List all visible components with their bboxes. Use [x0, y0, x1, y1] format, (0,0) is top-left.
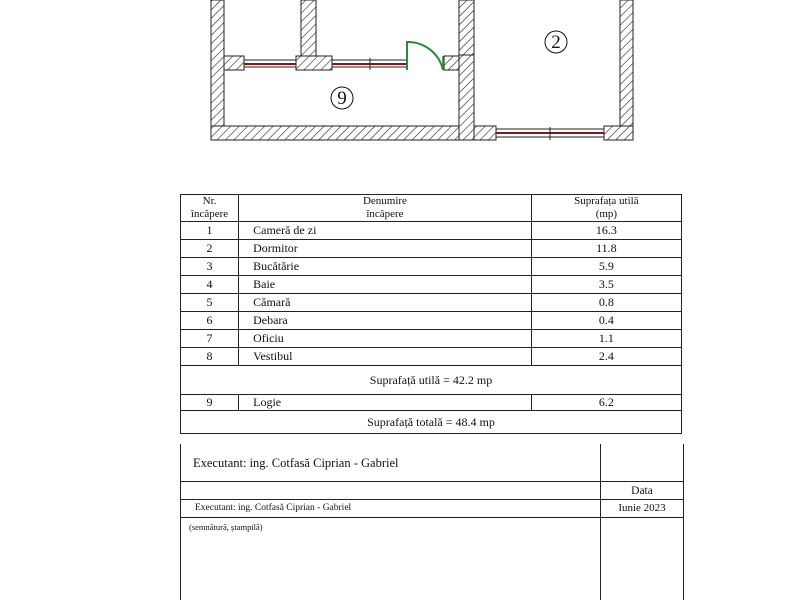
table-row: [181, 258, 682, 276]
useful-area-total: Suprafață utilă = 42.2 mp: [181, 366, 682, 395]
row-name: Cămară: [239, 294, 532, 312]
rule: [181, 517, 683, 518]
row-nr: 3: [181, 258, 239, 276]
row-area: 11.8: [531, 240, 681, 258]
row-area: 1.1: [531, 330, 681, 348]
room-label-2: [545, 31, 567, 53]
row-nr: 7: [181, 330, 239, 348]
window-left: [244, 60, 296, 67]
useful-area-row: [181, 366, 682, 395]
header-name: Denumire încăpere: [239, 195, 532, 222]
header-area: Suprafața utilă (mp): [531, 195, 681, 222]
row-name: Vestibul: [239, 348, 532, 366]
window-mid: [332, 58, 406, 70]
wall-bottom-left: [211, 126, 494, 140]
wall-room2-right: [620, 0, 633, 140]
row-area: 0.4: [531, 312, 681, 330]
row-nr: 6: [181, 312, 239, 330]
date-label: Data: [631, 485, 653, 497]
row-area: 6.2: [531, 395, 681, 411]
room-schedule-table: [180, 194, 682, 434]
row-name: Cameră de zi: [239, 222, 532, 240]
table-row: [181, 395, 682, 411]
table-row: [181, 348, 682, 366]
row-area: 3.5: [531, 276, 681, 294]
row-nr: 2: [181, 240, 239, 258]
table-row: [181, 312, 682, 330]
row-area: 16.3: [531, 222, 681, 240]
row-area: 5.9: [531, 258, 681, 276]
signature-divider: [600, 444, 601, 600]
door: [407, 42, 443, 70]
total-area-row: [181, 411, 682, 434]
wall-stub-left: [224, 56, 244, 70]
table-row: [181, 222, 682, 240]
rule: [181, 481, 683, 482]
wall-left: [211, 0, 224, 140]
row-name: Oficiu: [239, 330, 532, 348]
row-name: Debara: [239, 312, 532, 330]
row-name: Dormitor: [239, 240, 532, 258]
wall-room2-bottom-b: [604, 126, 633, 140]
signature-block: [180, 444, 684, 600]
signature-note: (semnătură, ștampilă): [189, 522, 263, 532]
table-row: [181, 294, 682, 312]
wall-partition-a: [301, 0, 316, 60]
row-nr: 5: [181, 294, 239, 312]
wall-loggia-right: [459, 55, 474, 140]
total-area: Suprafață totală = 48.4 mp: [181, 411, 682, 434]
window-room2: [496, 127, 604, 140]
row-area: 0.8: [531, 294, 681, 312]
row-name: Baie: [239, 276, 532, 294]
table-row: [181, 276, 682, 294]
row-name: Logie: [239, 395, 532, 411]
svg-text:2: 2: [551, 32, 561, 53]
row-nr: 8: [181, 348, 239, 366]
room-label-9: [331, 87, 353, 109]
wall-partition-b: [459, 0, 474, 55]
wall-room2-bottom-a: [474, 126, 496, 140]
row-nr: 9: [181, 395, 239, 411]
floor-plan: [0, 0, 800, 160]
wall-stub-mid: [296, 56, 332, 70]
row-name: Bucătărie: [239, 258, 532, 276]
table-row: [181, 240, 682, 258]
date-value: Iunie 2023: [618, 502, 666, 514]
executant-label: Executant: ing. Cotfasă Ciprian - Gabriel: [193, 456, 399, 470]
header-nr: Nr. încăpere: [181, 195, 239, 222]
executant-small: Executant: ing. Cotfasă Ciprian - Gabriel: [195, 503, 352, 513]
table-header-row: [181, 195, 682, 222]
rule: [181, 499, 683, 500]
row-nr: 1: [181, 222, 239, 240]
row-nr: 4: [181, 276, 239, 294]
row-area: 2.4: [531, 348, 681, 366]
table-row: [181, 330, 682, 348]
svg-text:9: 9: [337, 88, 347, 109]
